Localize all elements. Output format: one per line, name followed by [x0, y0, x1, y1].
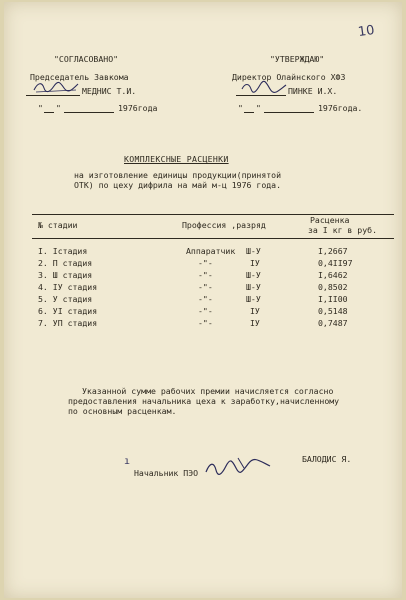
table-header-rate-line2: за I кг в руб. [308, 225, 378, 235]
document-title: КОМПЛЕКСНЫЕ РАСЦЕНКИ [124, 154, 229, 164]
left-signature [32, 80, 80, 96]
right-date-year: 1976года. [318, 103, 363, 113]
right-signature-line [236, 95, 286, 96]
cell-profession: -"- [198, 282, 213, 292]
note-line3: по основным расценкам. [68, 406, 177, 416]
cell-profession: Аппаратчик [186, 246, 236, 256]
cell-profession: -"- [198, 306, 213, 316]
cell-rate: 0,7487 [318, 318, 348, 328]
cell-rate: I,II00 [318, 294, 348, 304]
cell-grade: IУ [250, 306, 260, 316]
cell-grade: IУ [250, 258, 260, 268]
cell-stage: 3. Ш стадия [38, 270, 93, 280]
cell-grade: Ш-У [246, 282, 261, 292]
table-row [4, 270, 402, 281]
cell-rate: I,6462 [318, 270, 348, 280]
footer-mark-icon: ı [124, 456, 131, 467]
page-number: 10 [357, 22, 376, 41]
right-header-position: Директор Олайнского ХФЗ [232, 72, 346, 82]
note-line2: предоставления начальника цеха к заработку,начисленному [68, 396, 340, 406]
cell-profession: -"- [198, 294, 213, 304]
left-header-name: МЕДНИС Т.И. [82, 86, 137, 96]
cell-stage: 2. П стадия [38, 258, 93, 268]
table-row [4, 258, 402, 269]
cell-stage: 5. У стадия [38, 294, 93, 304]
cell-grade: Ш-У [246, 270, 261, 280]
cell-rate: 0,8502 [318, 282, 348, 292]
cell-rate: I,2667 [318, 246, 348, 256]
cell-grade: IУ [250, 318, 260, 328]
left-date-quote-open: " [38, 103, 43, 113]
approval-heading-left: "СОГЛАСОВАНО" [54, 54, 119, 64]
document-page [4, 2, 402, 598]
right-signature [240, 80, 288, 96]
right-date-day-line [244, 112, 254, 113]
left-date-year: 1976года [118, 103, 158, 113]
left-signature-line [26, 95, 80, 96]
table-row [4, 282, 402, 293]
footer-name: БАЛОДИС Я. [302, 454, 352, 464]
table-row [4, 294, 402, 305]
table-header-rate-line1: Расценка [310, 215, 350, 225]
cell-rate: 0,4II97 [318, 258, 353, 268]
table-row [4, 318, 402, 329]
document-subtitle-line1: на изготовление единицы продукции(принятой [74, 170, 282, 180]
right-date-quote-close: " [256, 103, 261, 113]
cell-stage: 4. IУ стадия [38, 282, 98, 292]
note-line1: Указанной сумме рабочих премии начисляется согласно [82, 386, 334, 396]
table-header-stage: № стадии [38, 220, 78, 230]
left-date-day-line [44, 112, 54, 113]
table-header-rule [32, 238, 394, 239]
cell-profession: -"- [198, 258, 213, 268]
left-date-month-line [64, 112, 114, 113]
cell-profession: -"- [198, 318, 213, 328]
left-date-quote-close: " [56, 103, 61, 113]
cell-profession: -"- [198, 270, 213, 280]
document-subtitle-line2: ОТК) по цеху дифрила на май м-ц 1976 года. [74, 180, 282, 190]
right-date-quote-open: " [238, 103, 243, 113]
right-date-month-line [264, 112, 314, 113]
cell-grade: Ш-У [246, 294, 261, 304]
left-header-position: Председатель Завкома [30, 72, 129, 82]
cell-stage: I. Iстадия [38, 246, 88, 256]
cell-stage: 7. УП стадия [38, 318, 98, 328]
table-row [4, 246, 402, 257]
right-header-name: ПИНКЕ И.Х. [288, 86, 338, 96]
approval-heading-right: "УТВЕРЖДАЮ" [270, 54, 325, 64]
cell-stage: 6. УI стадия [38, 306, 98, 316]
cell-rate: 0,5148 [318, 306, 348, 316]
table-row [4, 306, 402, 317]
cell-grade: Ш-У [246, 246, 261, 256]
footer-role: Начальник ПЭО [134, 468, 199, 478]
table-header-profession: Профессия ,разряд [182, 220, 266, 230]
footer-signature [204, 456, 274, 480]
